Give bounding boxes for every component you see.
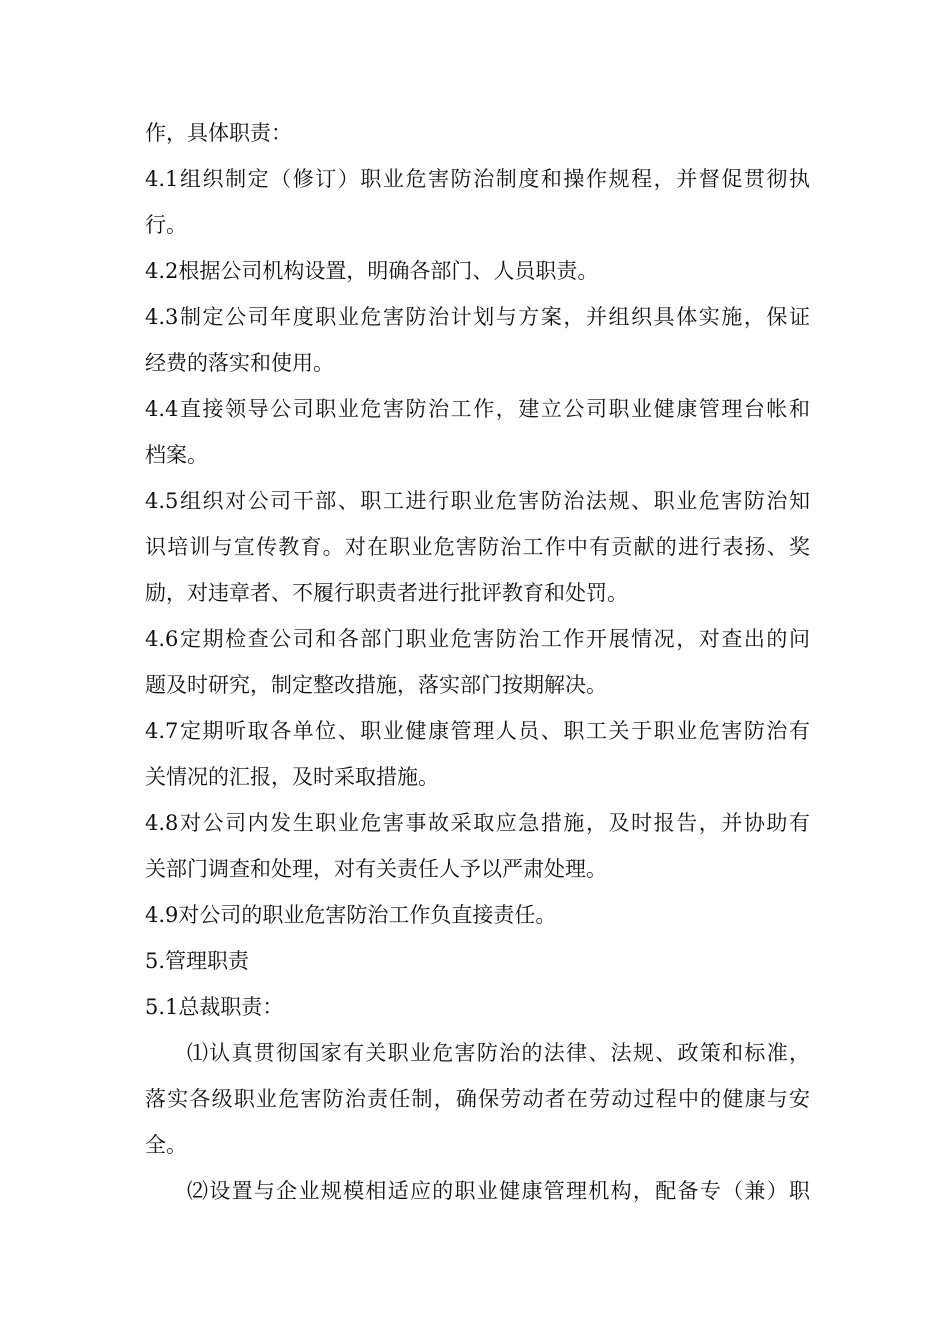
text-line-17: 关部门调查和处理，对有关责任人予以严肃处理。 (145, 857, 607, 881)
text-line-12: 4.6定期检查公司和各部门职业危害防治工作开展情况，对查出的问 (145, 627, 810, 651)
text-line-5: 4.3制定公司年度职业危害防治计划与方案，并组织具体实施，保证 (145, 305, 810, 329)
text-line-10: 识培训与宣传教育。对在职业危害防治工作中有贡献的进行表扬、奖 (145, 535, 810, 559)
text-line-15: 关情况的汇报，及时采取措施。 (145, 765, 439, 789)
text-line-1: 作，具体职责： (145, 121, 292, 145)
text-line-18: 4.9对公司的职业危害防治工作负直接责任。 (145, 903, 557, 927)
text-line-23: 全。 (145, 1133, 187, 1157)
text-line-11: 励，对违章者、不履行职责者进行批评教育和处罚。 (145, 581, 628, 605)
text-line-24: ⑵设置与企业规模相适应的职业健康管理机构，配备专（兼）职 (187, 1179, 810, 1203)
text-line-2: 4.1组织制定（修订）职业危害防治制度和操作规程，并督促贯彻执 (145, 167, 810, 191)
text-line-3: 行。 (145, 213, 187, 237)
text-line-16: 4.8对公司内发生职业危害事故采取应急措施，及时报告，并协助有 (145, 811, 810, 835)
subsection-heading-5-1: 5.1总裁职责： (145, 995, 284, 1019)
text-line-8: 档案。 (145, 443, 208, 467)
text-line-22: 落实各级职业危害防治责任制，确保劳动者在劳动过程中的健康与安 (145, 1087, 810, 1111)
text-line-21: ⑴认真贯彻国家有关职业危害防治的法律、法规、政策和标准， (187, 1041, 810, 1065)
text-line-7: 4.4直接领导公司职业危害防治工作，建立公司职业健康管理台帐和 (145, 397, 810, 421)
text-line-9: 4.5组织对公司干部、职工进行职业危害防治法规、职业危害防治知 (145, 489, 810, 513)
text-line-13: 题及时研究，制定整改措施，落实部门按期解决。 (145, 673, 607, 697)
section-heading-5: 5.管理职责 (145, 949, 250, 973)
text-line-4: 4.2根据公司机构设置，明确各部门、人员职责。 (145, 259, 599, 283)
text-line-6: 经费的落实和使用。 (145, 351, 334, 375)
text-line-14: 4.7定期听取各单位、职业健康管理人员、职工关于职业危害防治有 (145, 719, 810, 743)
